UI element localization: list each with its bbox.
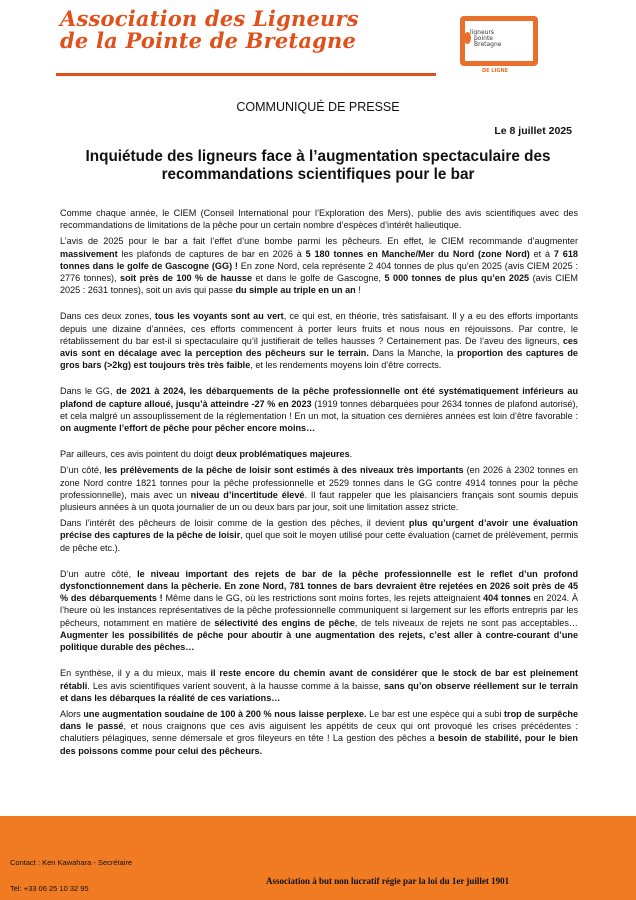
paragraph [60,517,578,554]
paragraph [60,568,578,653]
body-text: Même dans le GG, où les restrictions sont moins fortes, les rejets atteignaient [162,593,484,604]
emphasis-text: 5 180 tonnes en Manche/Mer du Nord (zone Nord) [305,248,530,259]
association-name-line1: Association des Ligneurs [60,6,359,31]
logo-line1: ligneurs [470,29,495,36]
emphasis-text: Augmenter les possibilités de pêche pour aboutir à une augmentation des rejets, c’est aller à contre-courant d’une politique durable des pêches… [60,629,578,653]
emphasis-text: une augmentation soudaine de 100 à 200 % nous laisse perplexe. [83,708,367,719]
document-date: Le 8 juillet 2025 [494,125,572,137]
emphasis-text: massivement [60,248,118,259]
body-text: et à [529,248,554,259]
letterhead [0,0,636,84]
body-text: Alors [60,708,84,719]
paragraph [60,464,578,513]
emphasis-text: besoin de stabilité, pour le bien des poissons comme pour celui des pêcheurs. [60,733,578,756]
emphasis-text: ces avis sont en décalage avec la perception des pêcheurs sur le terrain. [60,335,578,359]
body-text: Dans la Manche, la [368,348,458,359]
headline: Inquiétude des ligneurs face à l’augmentation spectaculaire des recommandations scientifiques pour le bar [85,148,551,183]
body-text: (avis CIEM 2025 : 2631 tonnes), soit un avis qui passe [60,273,578,296]
emphasis-text: trop de surpêche dans le passé [60,708,578,732]
paragraph [60,207,578,231]
footer [0,816,636,900]
body-text: . Les avis scientifiques varient souvent, à la hausse comme à la baisse, [87,680,384,691]
body-text: Comme chaque année, le CIEM (Conseil International pour l’Exploration des Mers), publie des avis scientifiques avec des recommandations de limitations de la pêche pour un certain nombre d’espèces d’intérêt halieutique. [60,208,578,231]
logo-line3: Bretagne [474,41,502,48]
emphasis-text: sans qu’on observe réellement sur le terrain et dans les débarques la réalité de ces variations… [60,680,578,703]
body-text: Par ailleurs, ces avis pointent du doigt [60,449,216,460]
body-text: et dans le golfe de Gascogne, [252,273,385,284]
body-text: L’avis de 2025 pour le bar a fait l’effet d’une bombe parmi les pêcheurs. En effet, le CIEM recommande d’augmenter [60,236,578,247]
emphasis-text: on augmente l’effort de pêche pour pêcher encore moins… [60,423,316,434]
body-text: , et les rendements moyens loin d’être corrects. [250,360,442,371]
emphasis-text: tous les voyants sont au vert [154,311,284,322]
emphasis-text: de 2021 à 2024, les débarquements de la pêche professionnelle ont été systématiquement inférieurs au plafond de capture alloué, jusqu’à atteindre -27 % en 2023 [60,386,578,409]
footer-phone: Tel: +33 06 25 10 32 95 [10,884,89,893]
logo-line2: pointe [474,35,493,42]
emphasis-text: plus qu’urgent d’avoir une évaluation précise des captures de la pêche de loisir [60,518,578,541]
emphasis-text: le niveau important des rejets de bar de la pêche professionnelle est le reflet d’un profond dysfonctionnement dans la pêcherie. En zone Nord, 781 tonnes de bars devraient être rejetées en 2026 soit près de 45 % des débarquements ! [60,568,578,604]
emphasis-text: les prélèvements de la pêche de loisir sont estimés à des niveaux très importants [104,465,464,476]
emphasis-text: deux problématiques majeures [215,449,350,460]
footer-legal-status: Association à but non lucratif régie par la loi du 1er juillet 1901 [266,876,510,886]
paragraph [60,235,578,296]
body-text: (en 2026 à 2302 tonnes en zone Nord contre 1821 tonnes pour la pêche professionnelle et 2529 tonnes dans le GG contre 4914 tonnes pour la pêche professionnelle), mais avec un [60,465,578,500]
header-rule [56,73,436,76]
document-kind: COMMUNIQUÉ DE PRESSE [236,100,400,114]
paragraph [60,448,578,460]
body-text: D’un autre côté, [60,568,138,579]
paragraph [60,708,578,757]
body-text: Dans l’intérêt des pêcheurs de loisir comme de la gestion des pêches, il devient [60,518,409,529]
body-text: Le bar est une espèce qui a subi [366,708,504,719]
association-name [60,8,359,52]
logo-bottom-text: DE LIGNE [482,68,509,74]
logo-inner-text [470,30,501,48]
emphasis-text: il reste encore du chemin avant de considérer que le stock de bar est pleinement rétabli [60,668,578,691]
paragraph [60,385,578,434]
press-release-body [60,207,578,761]
body-text: (1919 tonnes débarquées pour 2634 tonnes de plafond autorisé), et cela malgré un assouplissement de la réglementation ! En un mot, la situation ces dernières années est loin d’être favorable : [60,398,578,421]
body-text: , de tels niveaux de rejets ne sont pas acceptables… [354,617,578,628]
logo-top-text: BAR [488,16,500,22]
paragraph [60,310,578,371]
emphasis-text: 404 tonnes [483,593,531,604]
body-text: les plafonds de captures de bar en 2026 à [117,248,306,259]
body-text: D’un côté, [60,465,105,476]
emphasis-text: niveau d’incertitude élevé [190,489,305,500]
emphasis-text: sélectivité des engins de pêche [214,617,355,628]
association-name-line2: de la Pointe de Bretagne [60,28,357,53]
bar-de-ligne-logo [452,8,548,74]
body-text: En zone Nord, cela représente 2 404 tonnes de plus qu’en 2025 (avis CIEM 2025 : 2776 tonnes), [60,260,578,284]
body-text: . Il faut rappeler que les plaisanciers français sont soumis depuis plusieurs années à un quota journalier de un ou deux bars par jour, soit une limitation assez stricte. [60,489,578,513]
body-text: En synthèse, il y a du mieux, mais [60,668,211,679]
emphasis-text: du simple au triple en un an [235,285,356,296]
emphasis-text: 7 618 tonnes dans le golfe de Gascogne (GG) ! [60,248,578,271]
emphasis-text: soit près de 100 % de hausse [120,273,253,284]
footer-contact: Contact : Ken Kawahara - Secrétaire [10,858,133,867]
emphasis-text: 5 000 tonnes de plus qu’en 2025 [384,273,530,284]
body-text: . [349,449,353,460]
body-text: Dans ces deux zones, [60,311,155,322]
emphasis-text: proportion des captures de gros bars (>2kg) est toujours très très faible [60,348,578,371]
body-text: Dans le GG, [60,386,117,397]
paragraph [60,667,578,704]
body-text: en 2024. À l’heure où les instances représentatives de la pêche professionnelle communiquent si largement sur les efforts entrepris par les pêcheurs, notamment en matière de [60,593,578,628]
body-text: , et nous craignons que ces avis aiguisent les appétits de ceux qui ont provoqué les crises précédentes : chalutiers pélagiques, senne démersale et gros fileyeurs en tête ! La gestion des pêches a [60,721,578,744]
body-text: ! [355,285,361,296]
body-text: , quel que soit le moyen utilisé pour cette évaluation (carnet de prélèvement, permis de pêche etc.). [60,530,578,553]
body-text: , ce qui est, en théorie, très satisfaisant. Il y a eu des efforts importants depuis une dizaine d’années, ces efforts commencent à porter leurs fruits et nous nous en réjouissons. Par contre, le rétablissement du bar est-il si spectaculaire qu’il justifierait de telles hausses ? Certainement pas. De l’aveu des ligneurs, [60,311,579,346]
